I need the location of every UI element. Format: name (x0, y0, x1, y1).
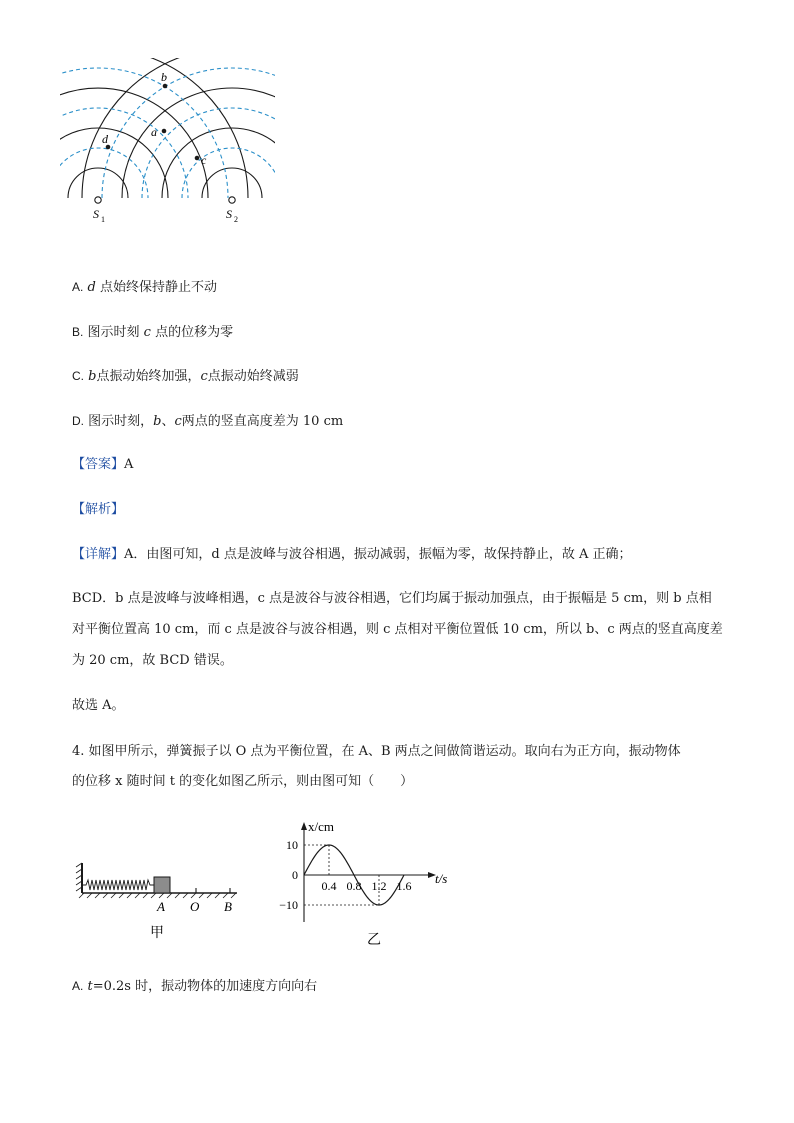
option-b (72, 323, 233, 342)
option-d-prefix: 图示时刻， (88, 414, 154, 429)
detail-tag: 【详解】 (72, 547, 125, 562)
point-b (163, 84, 168, 89)
option-a (72, 278, 217, 297)
analysis-tag: 【解析】 (72, 502, 125, 517)
spring (82, 880, 154, 890)
y-axis-arrow (301, 822, 307, 830)
analysis-line (72, 501, 124, 519)
option-c-var: b (88, 369, 97, 384)
s2-trough-2 (142, 108, 275, 198)
detail-line-1 (72, 546, 632, 564)
s2-trough-3 (102, 68, 275, 198)
q4-stem-line-1: 4. 如图甲所示，弹簧振子以 O 点为平衡位置，在 A、B 两点之间做简谐运动。取向右为正方向，振动物体 (72, 744, 681, 759)
x-tick-label-0: 0.4 (321, 879, 337, 893)
source-s2-marker (229, 197, 235, 203)
option-d (72, 412, 343, 431)
option-c (72, 367, 299, 386)
q4-option-a (72, 977, 317, 996)
x-tick-label-2: 1.2 (371, 879, 387, 893)
interference-figure (60, 58, 275, 233)
label-d: d (102, 132, 108, 146)
x-tick-label-3: 1.6 (396, 879, 412, 893)
conclusion: 故选 A。 (72, 698, 125, 713)
answer-tag: 【答案】 (72, 457, 125, 472)
detail-paragraph-2: BCD．b 点是波峰与波峰相遇，c 点是波谷与波谷相遇，它们均属于振动加强点，由于振幅是 5 cm，则 b 点相对平衡位置高 10 cm，而 c 点是波谷与波谷相遇，则 c 点相对平衡位置低 10 cm，所以 b、c 两点的竖直高度差为 20 cm，故 BCD 错误。 (72, 591, 723, 668)
s2-crest-1 (202, 168, 262, 198)
label-s2: S (226, 207, 232, 221)
s1-trough-1 (60, 148, 148, 198)
option-b-prefix: 图示时刻 (87, 325, 140, 340)
option-c-label: C. (72, 369, 84, 383)
label-O: O (190, 899, 200, 914)
label-s1: S (93, 207, 99, 221)
y-tick-label-1: 0 (292, 868, 298, 882)
label-a: a (151, 125, 157, 139)
option-d-text: 两点的竖直高度差为 10 cm (181, 414, 344, 429)
option-d-label: D. (72, 414, 84, 428)
q4-option-a-text: =0.2s 时，振动物体的加速度方向向右 (92, 979, 318, 994)
point-a (162, 129, 167, 134)
s1-trough-2 (60, 108, 188, 198)
label-s1-sub: 1 (101, 215, 105, 224)
xt-chart (272, 812, 462, 952)
x-tick-label-1: 0.8 (346, 879, 362, 893)
label-b: b (161, 70, 167, 84)
option-c-var2: c (200, 369, 208, 384)
label-s2-sub: 2 (234, 215, 238, 224)
source-s1-marker (95, 197, 101, 203)
point-c (195, 156, 200, 161)
s1-crest-1 (68, 168, 128, 198)
caption-jia: 甲 (150, 926, 164, 941)
option-b-text: 点的位移为零 (155, 325, 234, 340)
option-d-mid: 、 (161, 414, 175, 429)
option-b-label: B. (72, 325, 84, 339)
q4-option-a-var: t (87, 979, 93, 994)
answer-value: A (124, 457, 134, 472)
y-tick-label-2: −10 (279, 898, 298, 912)
s1-crest-3 (60, 88, 208, 198)
option-a-text: 点始终保持静止不动 (99, 280, 217, 295)
y-axis-label: x/cm (308, 819, 334, 834)
s2-crest-2 (162, 128, 275, 198)
option-b-var: c (143, 325, 151, 340)
s2-crest-3 (122, 88, 275, 198)
y-tick-label-0: 10 (286, 838, 298, 852)
mass-block (154, 877, 170, 893)
q4-option-a-label: A. (72, 979, 84, 993)
label-B: B (224, 899, 232, 914)
option-a-var: d (87, 280, 96, 295)
label-c: c (201, 153, 207, 167)
label-A: A (157, 899, 165, 914)
answer-line (72, 456, 133, 474)
option-a-label: A. (72, 280, 84, 294)
q4-stem-line-2: 的位移 x 随时间 t 的变化如图乙所示，则由图可知（ ） (72, 774, 414, 789)
caption-yi: 乙 (367, 933, 381, 948)
spring-oscillator-figure (72, 855, 252, 950)
option-d-var2: c (174, 414, 182, 429)
option-d-var: b (153, 414, 162, 429)
detail-text-1: A．由图可知，d 点是波峰与波谷相遇，振动减弱，振幅为零，故保持静止，故 A 正确； (124, 547, 632, 562)
option-c-text: 点振动始终减弱 (207, 369, 299, 384)
option-c-mid: 点振动始终加强， (96, 369, 201, 384)
x-axis-label: t/s (435, 871, 448, 886)
